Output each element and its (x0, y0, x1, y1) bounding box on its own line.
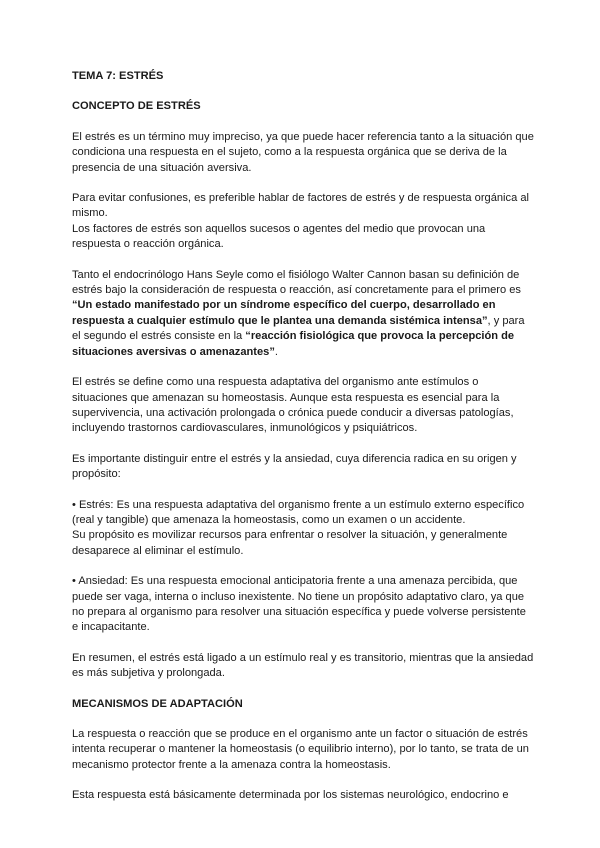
paragraph-summary: En resumen, el estrés está ligado a un estímulo real y es transitorio, mientras que la ansiedad es más subjetiva y prolongada. (72, 651, 534, 680)
seyle-definition-quote: “Un estado manifestado por un síndrome específico del cuerpo, desarrollado en respuesta a cualquier estímulo que le plantea una demanda sistémica intensa” (72, 299, 496, 327)
paragraph-factores-detail: Los factores de estrés son aquellos sucesos o agentes del medio que provocan una respuesta o reacción orgánica. (72, 222, 486, 251)
paragraph-adaptive-response: El estrés se define como una respuesta adaptativa del organismo ante estímulos o situaciones que amenazan su homeostasis. Aunque esta respuesta es esencial para la supervivencia, una activación prolongada o crónica puede conducir a diversas patologías, incluyendo trastornos cardiovasculares, inmunológicos y psiquiátricos. (72, 376, 514, 435)
paragraph-end-period: . (274, 345, 278, 358)
cannon-intro-text: , y para el segundo el estrés consiste en la (72, 314, 525, 343)
section-heading-mecanismos: MECANISMOS DE ADAPTACIÓN (72, 697, 243, 710)
paragraph-distinction: Es importante distinguir entre el estrés y la ansiedad, cuya diferencia radica en su origen y propósito: (72, 452, 517, 481)
bullet-estres: • Estrés: Es una respuesta adaptativa del organismo frente a un estímulo externo específico (real y tangible) que amenaza la homeostasis, como un examen o un accidente. (72, 498, 525, 526)
paragraph-seyle-cannon (72, 268, 534, 360)
section-heading-concepto: CONCEPTO DE ESTRÉS (72, 100, 201, 113)
paragraph-definition: El estrés es un término muy impreciso, ya que puede hacer referencia tanto a la situación que condiciona una respuesta en el sujeto, como a la respuesta orgánica que se deriva de la presencia de una situación aversiva. (72, 130, 534, 174)
bullet-estres-purpose: Su propósito es movilizar recursos para enfrentar o resolver la situación, y generalmente desaparece al eliminar el estímulo. (72, 529, 508, 557)
topic-title: TEMA 7: ESTRÉS (72, 70, 164, 82)
paragraph-factores: Para evitar confusiones, es preferible hablar de factores de estrés y de respuesta orgánica al mismo. (72, 192, 529, 220)
document-body (72, 69, 534, 804)
seyle-intro-text: Tanto el endocrinólogo Hans Seyle como el fisiólogo Walter Cannon basan su definición de estrés bajo la consideración de respuesta o reacción, así concretamente para el primero es (72, 268, 521, 297)
paragraph-systems: Esta respuesta está básicamente determinada por los sistemas neurológico, endocrino e (72, 789, 509, 802)
paragraph-homeostasis: La respuesta o reacción que se produce en el organismo ante un factor o situación de estrés intenta recuperar o mantener la homeostasis (o equilibrio interno), por lo tanto, se trata de un mecanismo protector frente a la amenaza contra la homeostasis. (72, 728, 529, 771)
bullet-ansiedad: • Ansiedad: Es una respuesta emocional anticipatoria frente a una amenaza percibida, que puede ser vaga, interna o incluso inexistente. No tiene un propósito adaptativo claro, ya que no prepara al organismo para resolver una situación específica y puede volverse persistente e incapacitante. (72, 575, 526, 634)
cannon-definition-quote: “reacción fisiológica que provoca la percepción de situaciones aversivas o amenazantes” (72, 330, 515, 358)
